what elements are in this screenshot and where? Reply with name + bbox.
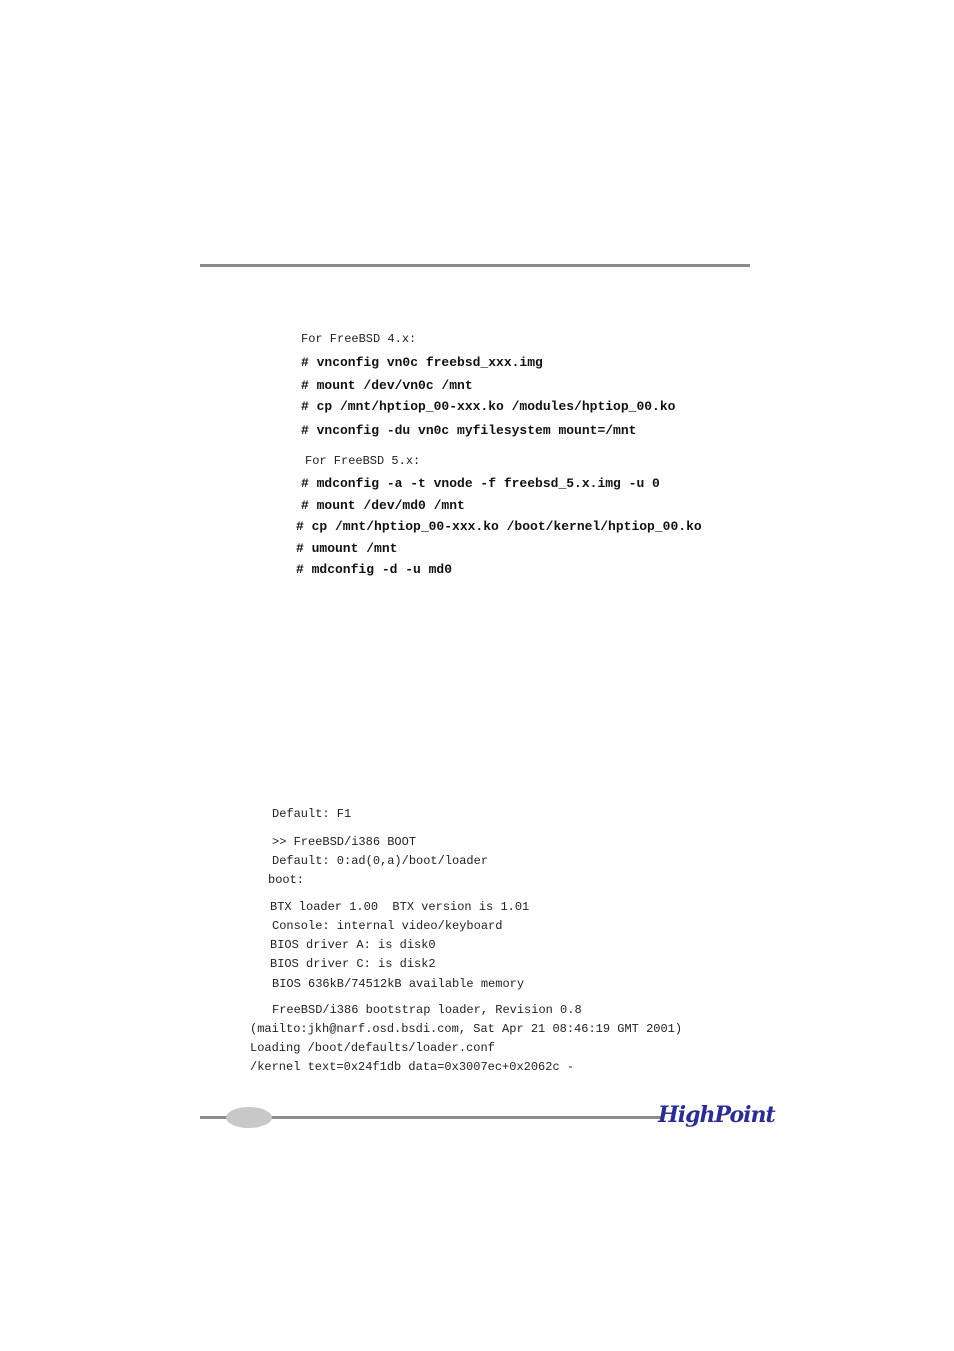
boot-output-line: /kernel text=0x24f1db data=0x3007ec+0x2062c - [250, 1060, 575, 1074]
freebsd4-heading: For FreeBSD 4.x: [301, 332, 417, 346]
page-number-oval [226, 1107, 272, 1128]
boot-output-line: Loading /boot/defaults/loader.conf [250, 1041, 495, 1055]
boot-output-line: >> FreeBSD/i386 BOOT [272, 835, 417, 849]
freebsd5-command: # mdconfig -a -t vnode -f freebsd_5.x.img -u 0 [301, 476, 660, 491]
freebsd4-command: # vnconfig -du vn0c myfilesystem mount=/mnt [301, 423, 637, 438]
highpoint-logo: HighPoint [658, 1102, 775, 1128]
boot-output-line: (mailto:jkh@narf.osd.bsdi.com, Sat Apr 21 08:46:19 GMT 2001) [250, 1022, 683, 1036]
boot-output-line: Console: internal video/keyboard [272, 919, 503, 933]
boot-output-line: BTX loader 1.00 BTX version is 1.01 [270, 900, 530, 914]
freebsd4-command: # mount /dev/vn0c /mnt [301, 378, 473, 393]
boot-output-line: FreeBSD/i386 bootstrap loader, Revision 0.8 [272, 1003, 582, 1017]
freebsd5-command: # umount /mnt [296, 541, 398, 556]
freebsd4-command: # vnconfig vn0c freebsd_xxx.img [301, 355, 543, 370]
boot-output-line: BIOS 636kB/74512kB available memory [272, 977, 525, 991]
boot-output-line: boot: [268, 873, 305, 887]
header-rule [200, 264, 750, 267]
boot-output-line: Default: 0:ad(0,a)/boot/loader [272, 854, 489, 868]
freebsd5-command: # mdconfig -d -u md0 [296, 562, 453, 577]
freebsd4-command: # cp /mnt/hptiop_00-xxx.ko /modules/hptiop_00.ko [301, 399, 676, 414]
freebsd5-heading: For FreeBSD 5.x: [305, 454, 421, 468]
boot-output-line: BIOS driver C: is disk2 [270, 957, 436, 971]
freebsd5-command: # mount /dev/md0 /mnt [301, 498, 465, 513]
boot-output-line: BIOS driver A: is disk0 [270, 938, 436, 952]
freebsd5-command: # cp /mnt/hptiop_00-xxx.ko /boot/kernel/hptiop_00.ko [296, 519, 702, 534]
boot-output-line: Default: F1 [272, 807, 352, 821]
